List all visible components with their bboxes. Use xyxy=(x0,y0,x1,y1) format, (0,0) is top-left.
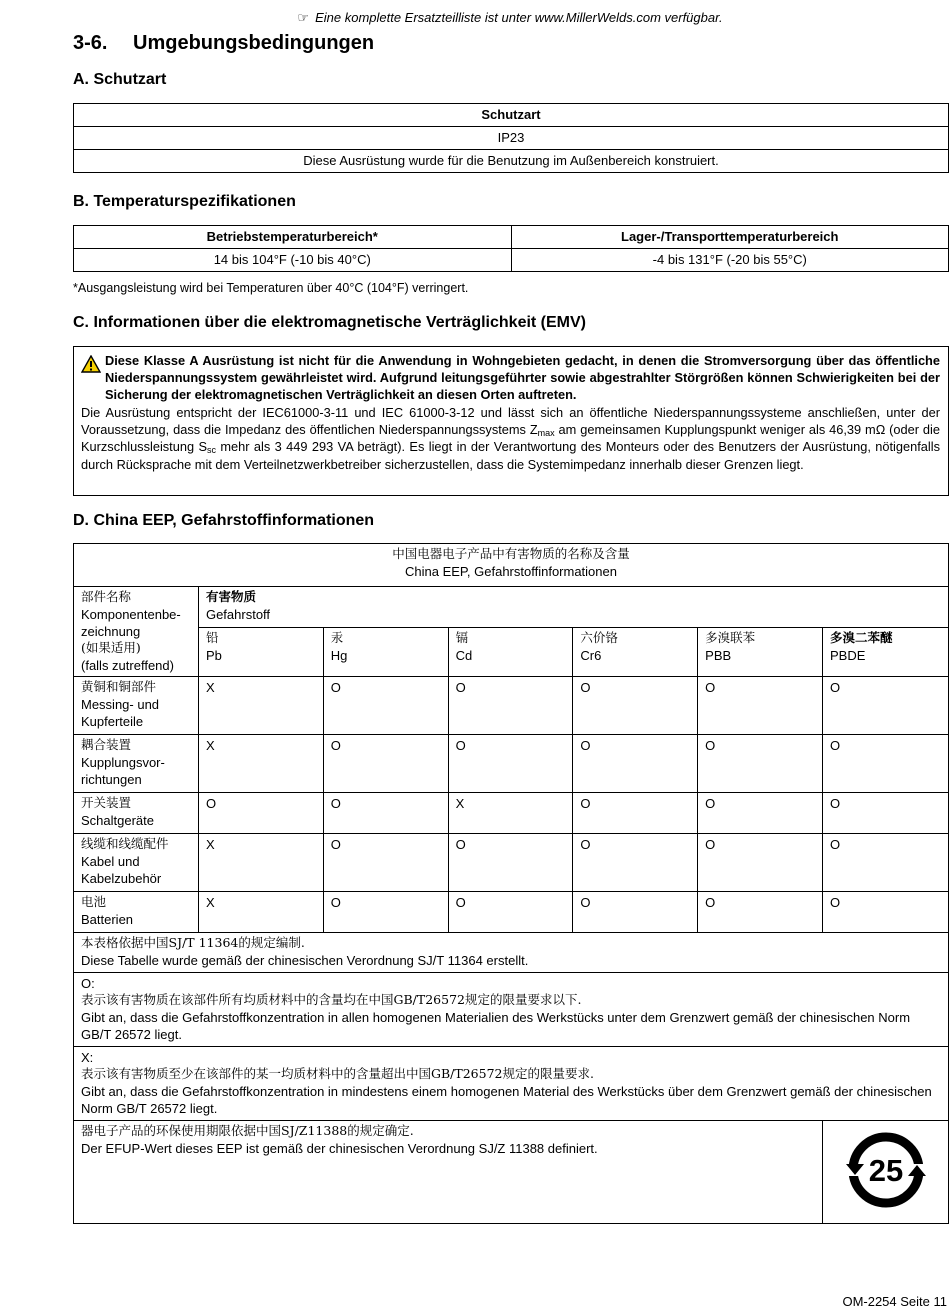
substance-value: O xyxy=(698,677,823,735)
substance-header xyxy=(448,628,573,677)
heading-temperature: B. Temperaturspezifikationen xyxy=(73,193,296,210)
component-name-de: Schaltgeräte xyxy=(81,812,154,828)
component-name-zh: 电池 xyxy=(81,894,107,910)
pointing-hand-icon: ☞ xyxy=(297,10,310,25)
schutzart-table xyxy=(73,103,949,173)
table-row xyxy=(74,735,949,793)
component-name-zh: 耦合装置 xyxy=(81,737,132,753)
x-label: X: xyxy=(81,1050,94,1066)
schutzart-rating: IP23 xyxy=(74,127,949,150)
substance-zh: 六价铬 xyxy=(580,630,618,646)
component-de: Komponentenbe-zeichnung xyxy=(81,606,181,639)
emv-body-sub-max: max xyxy=(537,427,555,438)
china-eep-table xyxy=(73,543,949,1224)
component-name-cell xyxy=(74,677,199,735)
emv-body-part2: am gemeinsamen Kupplungspunkt weniger als 46,39 mΩ (oder die Kurzschlussleistung S xyxy=(81,421,940,455)
substance-zh: 镉 xyxy=(455,630,469,646)
emv-warning-text: Diese Klasse A Ausrüstung ist nicht für die Anwendung in Wohngebieten gedacht, in denen die Stromversorgung über das öffentliche Niederspannungssystem gewährleistet wird. Aufgrund leitungsgeführter sowie abgestrahlter Störgrößen können Schwierigkeiten bei der Sicherung der elektromagnetischen Verträglichkeit an diesen Orten auftreten. xyxy=(105,353,940,402)
section-title xyxy=(73,30,374,57)
efup-25-recycle-icon xyxy=(844,1128,928,1212)
substance-value: O xyxy=(573,793,698,834)
substance-value: O xyxy=(823,834,949,892)
substance-value: O xyxy=(573,677,698,735)
header-note-text: Eine komplette Ersatzteilliste ist unter www.MillerWelds.com verfügbar. xyxy=(315,10,723,25)
substance-header xyxy=(573,628,698,677)
substance-code: PBB xyxy=(705,647,732,663)
hazard-zh: 有害物质 xyxy=(205,589,256,604)
substance-value: X xyxy=(198,677,323,735)
applicable-de: (falls zutreffend) xyxy=(81,657,174,673)
component-name-de: Batterien xyxy=(81,911,134,927)
temperature-footnote: *Ausgangsleistung wird bei Temperaturen über 40°C (104°F) verringert. xyxy=(73,281,469,295)
substance-value: O xyxy=(823,677,949,735)
substance-value: O xyxy=(198,793,323,834)
schutzart-header: Schutzart xyxy=(74,104,949,127)
emv-body-sub-sc: sc xyxy=(207,445,217,456)
heading-emv: C. Informationen über die elektromagnetische Verträglichkeit (EMV) xyxy=(73,314,587,331)
substance-value: O xyxy=(323,793,448,834)
efup-zh: 器电子产品的环保使用期限依据中国SJ/Z11388的规定确定. xyxy=(81,1123,414,1139)
substance-value: O xyxy=(823,735,949,793)
o-legend-cell xyxy=(74,973,949,1047)
component-name-zh: 线缆和线缆配件 xyxy=(81,836,169,852)
section-number: 3-6. xyxy=(73,32,108,54)
component-name-de: Kupplungsvor-richtungen xyxy=(81,754,165,787)
x-zh: 表示该有害物质至少在该部件的某一均质材料中的含量超出中国GB/T26572规定的限量要求. xyxy=(81,1066,594,1082)
substance-code: Cd xyxy=(455,647,473,663)
substance-value: O xyxy=(323,834,448,892)
substance-value: O xyxy=(323,892,448,933)
storage-temp-header: Lager-/Transporttemperaturbereich xyxy=(511,226,949,249)
substance-value: O xyxy=(323,677,448,735)
o-zh: 表示该有害物质在该部件所有均质材料中的含量均在中国GB/T26572规定的限量要求以下. xyxy=(81,992,582,1008)
component-name-cell xyxy=(74,834,199,892)
eep-title-cell xyxy=(74,544,949,587)
warning-triangle-icon xyxy=(81,355,105,404)
header-note xyxy=(0,9,950,27)
schutzart-note: Diese Ausrüstung wurde für die Benutzung im Außenbereich konstruiert. xyxy=(74,150,949,173)
x-legend-cell xyxy=(74,1047,949,1121)
substance-value: O xyxy=(698,793,823,834)
efup-cell xyxy=(74,1121,823,1224)
applicable-zh: (如果适用) xyxy=(81,640,141,656)
basis-de: Diese Tabelle wurde gemäß der chinesischen Verordnung SJ/T 11364 erstellt. xyxy=(81,952,529,968)
substance-value: X xyxy=(198,735,323,793)
substance-zh: 多溴联苯 xyxy=(705,630,756,646)
emv-warning xyxy=(81,353,940,404)
efup-de: Der EFUP-Wert dieses EEP ist gemäß der chinesischen Verordnung SJ/Z 11388 definiert. xyxy=(81,1140,598,1156)
substance-value: O xyxy=(823,892,949,933)
substance-code: Pb xyxy=(205,647,222,663)
substance-header xyxy=(698,628,823,677)
operating-temp-header: Betriebstemperaturbereich* xyxy=(74,226,512,249)
component-header-cell xyxy=(74,587,199,677)
substance-header xyxy=(198,628,323,677)
hazard-header-cell xyxy=(198,587,948,628)
basis-zh: 本表格依据中国SJ/T 11364的规定编制. xyxy=(81,935,305,951)
substance-value: X xyxy=(198,834,323,892)
substance-value: O xyxy=(823,793,949,834)
substance-zh: 汞 xyxy=(330,630,344,646)
substance-value: O xyxy=(448,834,573,892)
o-de: Gibt an, dass die Gefahrstoffkonzentration in allen homogenen Materialien des Werkstücks unter dem Grenzwert gemäß der chinesischen Norm GB/T 26572 liegt. xyxy=(81,1010,911,1043)
substance-value: O xyxy=(573,735,698,793)
table-row xyxy=(74,834,949,892)
page-footer: OM-2254 Seite 11 xyxy=(842,1294,947,1309)
o-label: O: xyxy=(81,976,95,992)
substance-value: O xyxy=(448,735,573,793)
efup-logo-cell xyxy=(823,1121,949,1224)
eep-title-zh: 中国电器电子产品中有害物质的名称及含量 xyxy=(392,546,630,561)
component-zh: 部件名称 xyxy=(81,589,132,604)
emv-box xyxy=(73,346,949,496)
storage-temp-value: -4 bis 131°F (-20 bis 55°C) xyxy=(511,249,949,272)
table-row xyxy=(74,677,949,735)
substance-header xyxy=(323,628,448,677)
substance-value: O xyxy=(323,735,448,793)
substance-zh: 多溴二苯醚 xyxy=(830,630,893,646)
component-name-zh: 黄铜和铜部件 xyxy=(81,679,157,695)
component-name-cell xyxy=(74,735,199,793)
efup-value: 25 xyxy=(868,1152,903,1188)
operating-temp-value: 14 bis 104°F (-10 bis 40°C) xyxy=(74,249,512,272)
component-name-cell xyxy=(74,892,199,933)
substance-zh: 铅 xyxy=(205,630,219,646)
emv-body xyxy=(81,405,940,475)
substance-value: O xyxy=(698,892,823,933)
substance-value: O xyxy=(573,834,698,892)
x-de: Gibt an, dass die Gefahrstoffkonzentration in mindestens einem homogenen Material des Werkstücks über dem Grenzwert gemäß der chinesischen Norm GB/T 26572 liegt. xyxy=(81,1084,932,1117)
eep-title-de: China EEP, Gefahrstoffinformationen xyxy=(405,563,617,579)
heading-schutzart: A. Schutzart xyxy=(73,71,167,88)
emv-body-part3: mehr als 3 449 293 VA beträgt). Es liegt in der Verantwortung des Monteurs oder des Benutzers der Ausrüstung, nötigenfalls durch Rücksprache mit dem Verteilnetzwerkbetreiber sicherzustellen, dass die Systemimpedanz innerhalb dieser Grenzen liegt. xyxy=(81,439,941,473)
emv-body-part1: Die Ausrüstung entspricht der IEC61000-3-11 und IEC 61000-3-12 und lässt sich an öffentliche Niederspannungssysteme anschließen, unter der Voraussetzung, dass die Impedanz des öffentlichen Niederspannungssystems Z xyxy=(81,404,940,437)
table-row xyxy=(74,793,949,834)
component-name-de: Messing- und Kupferteile xyxy=(81,696,160,729)
substance-code: Hg xyxy=(330,647,348,663)
substance-value: O xyxy=(448,892,573,933)
section-title-text: Umgebungsbedingungen xyxy=(133,32,375,54)
table-row xyxy=(74,892,949,933)
substance-code: Cr6 xyxy=(580,647,602,663)
heading-china-eep: D. China EEP, Gefahrstoffinformationen xyxy=(73,512,375,529)
substance-header xyxy=(823,628,949,677)
component-name-zh: 开关装置 xyxy=(81,795,132,811)
basis-cell xyxy=(74,933,949,973)
component-name-de: Kabel und Kabelzubehör xyxy=(81,853,162,886)
component-name-cell xyxy=(74,793,199,834)
temperature-table xyxy=(73,225,949,272)
substance-value: X xyxy=(198,892,323,933)
substance-value: O xyxy=(573,892,698,933)
substance-code: PBDE xyxy=(830,647,866,663)
substance-value: X xyxy=(448,793,573,834)
hazard-de: Gefahrstoff xyxy=(205,606,271,622)
substance-value: O xyxy=(448,677,573,735)
substance-value: O xyxy=(698,834,823,892)
substance-value: O xyxy=(698,735,823,793)
